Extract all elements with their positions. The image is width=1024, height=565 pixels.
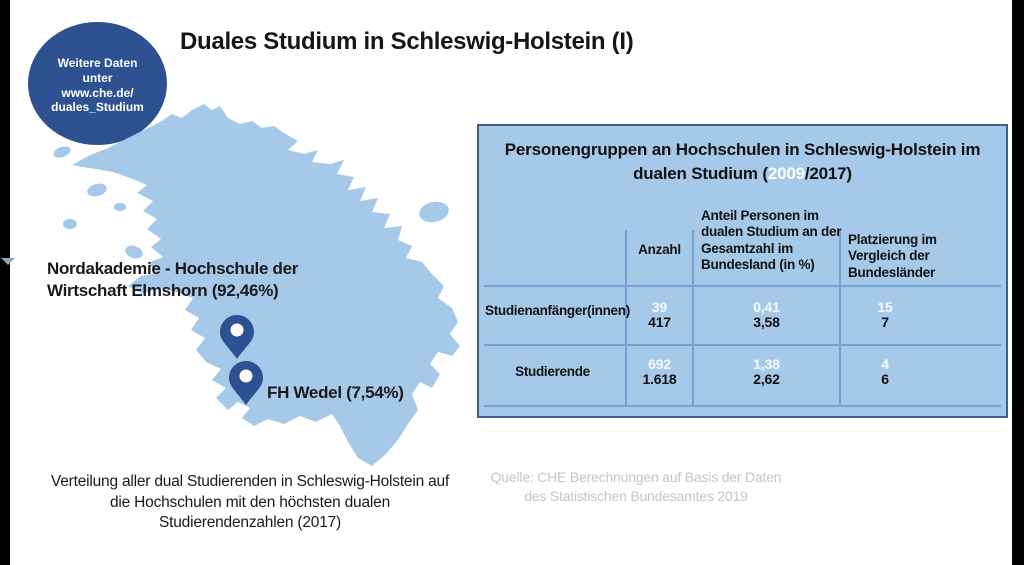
map-pin-fh-wedel — [227, 360, 265, 406]
column-header-anteil — [701, 208, 843, 274]
statistics-table-panel — [477, 124, 1008, 418]
source-line-1: Quelle: CHE Berechnungen auf Basis der Daten — [490, 469, 782, 485]
location-pin-icon — [229, 361, 263, 405]
map-caption-line-2: die Hochschulen mit den höchsten dualen — [109, 493, 390, 511]
nordakademie-label — [47, 258, 337, 302]
anteil-header-line-2: dualen Studium an der — [701, 224, 842, 240]
page-title: Duales Studium in Schleswig-Holstein (I) — [180, 28, 634, 55]
pin-hole — [240, 370, 253, 383]
nordakademie-label-line-2: Wirtschaft Elmshorn (92,46%) — [47, 281, 279, 301]
platzierung-header-line-3: Bundesländer — [848, 264, 936, 280]
row-divider — [484, 285, 1001, 287]
value-2009: 39 — [651, 299, 668, 315]
table-title-line-1: Personengruppen an Hochschulen in Schleswig-Holstein im — [504, 140, 981, 159]
island-west-1 — [63, 219, 77, 229]
letterbox-bar-left — [0, 0, 10, 565]
source-note — [480, 468, 792, 506]
edge-cursor-marker — [1, 258, 15, 265]
row-divider — [484, 344, 1001, 346]
table-title-pre: dualen Studium ( — [633, 164, 768, 183]
row-divider — [484, 405, 1001, 407]
location-pin-icon — [220, 315, 254, 359]
table-title-year-2009: 2009 — [767, 164, 805, 183]
value-2017: 417 — [648, 314, 671, 330]
value-2017: 2,62 — [753, 371, 780, 387]
badge-url-line-1: www.che.de/ — [61, 85, 134, 100]
table-title-line-2 — [479, 162, 1006, 186]
table-title-post: ) — [846, 164, 852, 183]
island-north-1 — [52, 144, 72, 160]
map-pin-nordakademie — [218, 314, 256, 360]
badge-line-1: Weitere Daten — [57, 56, 138, 71]
island-north-2 — [86, 182, 108, 199]
source-line-2: des Statistischen Bundesamtes 2019 — [524, 487, 748, 504]
value-2017: 7 — [881, 314, 889, 330]
table-title-slash: / — [804, 164, 810, 183]
column-header-platzierung — [848, 232, 1003, 281]
column-header-anzahl: Anzahl — [638, 242, 681, 257]
value-2009: 0,41 — [753, 299, 780, 315]
cell-studierende-anzahl — [626, 357, 693, 387]
anteil-header-line-3: Gesamtzahl im — [701, 240, 794, 256]
value-2017: 6 — [881, 371, 889, 387]
badge-line-2: unter — [82, 70, 113, 85]
nordakademie-label-line-1: Nordakademie - Hochschule der — [47, 259, 299, 278]
map-caption-line-3: Studierendenzahlen (2017) — [159, 514, 341, 532]
row-label-studienanfaenger: Studienanfänger(innen) — [485, 303, 630, 318]
badge-url-line-2: duales_Studium — [51, 100, 144, 115]
cell-studienanfaenger-platzierung — [840, 300, 930, 330]
island-west-2 — [114, 203, 126, 211]
value-2009: 4 — [881, 356, 889, 372]
map-caption — [15, 472, 485, 534]
value-2009: 692 — [648, 356, 671, 372]
table-title-year-2017: 2017 — [809, 164, 847, 183]
anteil-header-line-1: Anteil Personen im — [701, 208, 819, 223]
value-2017: 3,58 — [753, 314, 780, 330]
value-2009: 15 — [877, 299, 893, 315]
platzierung-header-line-2: Vergleich der — [848, 248, 930, 264]
letterbox-bar-right — [1012, 0, 1024, 565]
platzierung-header-line-1: Platzierung im — [848, 232, 937, 247]
cell-studierende-anteil — [693, 357, 840, 387]
anteil-header-line-4: Bundesland (in %) — [701, 257, 815, 273]
table-title — [479, 138, 1006, 186]
map-caption-line-1: Verteilung aller dual Studierenden in Schleswig-Holstein auf — [50, 473, 450, 490]
cell-studierende-platzierung — [840, 357, 930, 387]
pin-hole — [231, 324, 244, 337]
fh-wedel-label: FH Wedel (7,54%) — [267, 383, 404, 402]
value-2017: 1.618 — [642, 371, 677, 387]
row-label-studierende: Studierende — [515, 364, 590, 379]
cell-studienanfaenger-anteil — [693, 300, 840, 330]
value-2009: 1,38 — [753, 356, 780, 372]
island-fehmarn — [417, 199, 451, 225]
cell-studienanfaenger-anzahl — [626, 300, 693, 330]
